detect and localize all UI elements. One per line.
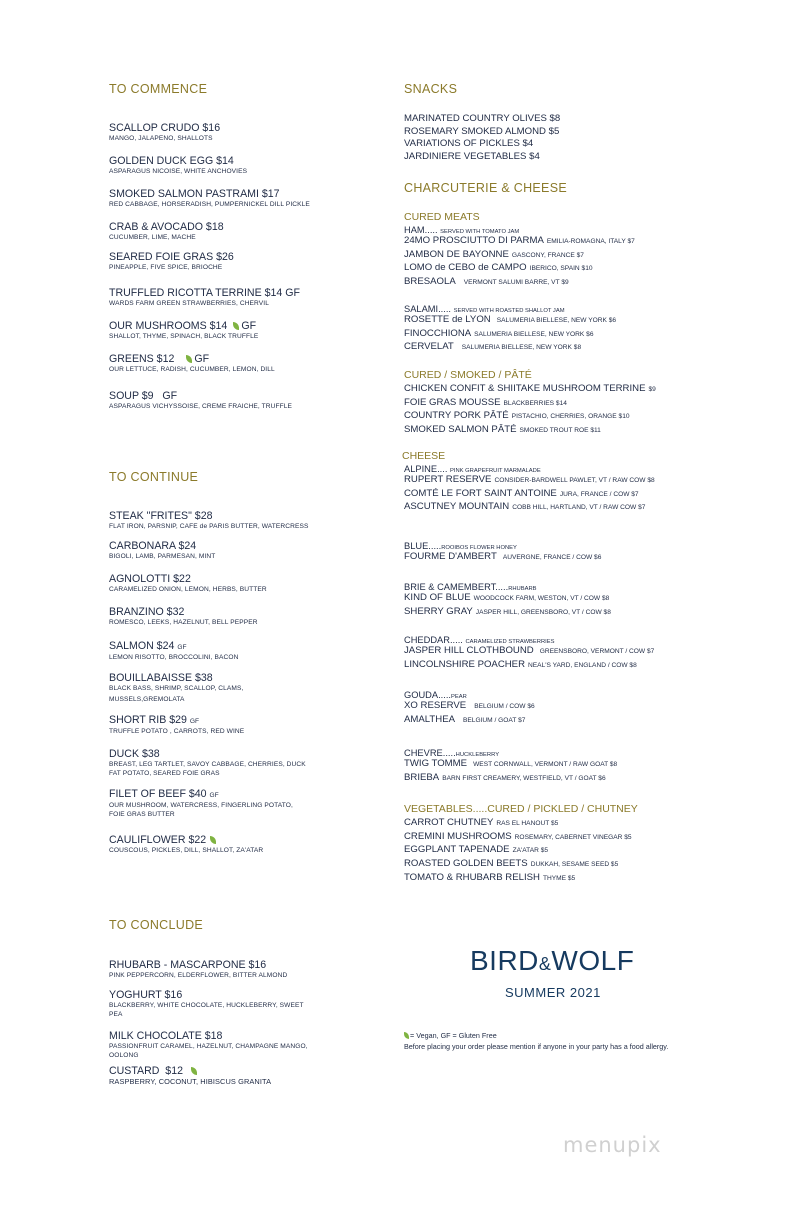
menu-item	[109, 989, 304, 1019]
group-head: BLUE.....	[404, 541, 442, 551]
item-name: CARBONARA $24	[109, 540, 197, 552]
item-name: STEAK "FRITES" $28	[109, 510, 213, 522]
item-desc: FOIE GRAS BUTTER	[109, 810, 175, 818]
item-desc: FLAT IRON, PARSNIP, CAFE de PARIS BUTTER, WATERCRESS	[109, 523, 309, 530]
menu-item	[109, 540, 215, 562]
item-tag: GF	[189, 718, 200, 725]
item-name: SMOKED SALMON PASTRAMI $17	[109, 188, 280, 200]
item-name: BOUILLABAISSE $38	[109, 672, 213, 684]
item-desc: RED CABBAGE, HORSERADISH, PUMPERNICKEL DILL PICKLE	[109, 201, 310, 208]
logo-wolf: WOLF	[551, 945, 635, 976]
item-name: ROSETTE de LYON	[404, 314, 491, 325]
item-name: AGNOLOTTI $22	[109, 573, 191, 585]
group-note: ROOIBOS FLOWER HONEY	[441, 545, 517, 551]
item-desc: OUR MUSHROOM, WATERCRESS, FINGERLING POTATO,	[109, 802, 293, 809]
item-name: BRANZINO $32	[109, 606, 185, 618]
list-item: JARDINIERE VEGETABLES $4	[404, 151, 540, 163]
item-name: EGGPLANT TAPENADE	[404, 844, 510, 856]
item-desc: CUCUMBER, LIME, MACHE	[109, 234, 196, 241]
group-head: CHEVRE.....	[404, 748, 456, 758]
item-name: ASCUTNEY MOUNTAIN	[404, 501, 510, 513]
group-head: GOUDA.....	[404, 690, 452, 700]
subsection-title-cured-meats: CURED MEATS	[404, 211, 480, 223]
item-name: CREMINI MUSHROOMS	[404, 830, 512, 842]
chevre-group	[404, 748, 617, 785]
item-name: BRIEBA	[404, 771, 440, 783]
item-detail: BLACKBERRIES $14	[503, 399, 567, 407]
item-detail: BELGIUM / COW $6	[474, 703, 535, 710]
group-head: CHEDDAR.....	[404, 635, 463, 645]
item-detail: BELGIUM / GOAT $7	[463, 716, 526, 724]
item-detail: JASPER HILL, GREENSBORO, VT / COW $8	[475, 608, 611, 616]
item-name: CHICKEN CONFIT & SHIITAKE MUSHROOM TERRINE	[404, 383, 646, 394]
item-detail: COBB HILL, HARTLAND, VT / RAW COW $7	[512, 504, 646, 512]
item-desc: FAT POTATO, SEARED FOIE GRAS	[109, 769, 220, 777]
item-name: COMTÉ LE FORT SAINT ANTOINE	[404, 487, 557, 499]
menu-item	[109, 748, 306, 778]
gouda-group	[404, 690, 535, 727]
item-detail: THYME $5	[542, 874, 576, 882]
brand-logo	[470, 945, 634, 977]
item-name: SEARED FOIE GRAS $26	[109, 251, 234, 263]
group-note: RHUBARB	[508, 586, 537, 592]
item-desc: BIGOLI, LAMB, PARMESAN, MINT	[109, 553, 216, 560]
allergy-note: Before placing your order please mention if anyone in your party has a food allergy.	[404, 1041, 669, 1051]
ham-group	[404, 225, 635, 290]
menu-item	[109, 573, 267, 595]
item-name: AMALTHEA	[404, 713, 455, 725]
menu-item	[109, 122, 220, 144]
menu-item	[109, 640, 238, 663]
menu-item	[109, 606, 258, 628]
menu-item	[109, 714, 244, 737]
subsection-title-vegetables: VEGETABLES.....CURED / PICKLED / CHUTNEY	[404, 803, 638, 815]
item-detail: PISTACHIO, CHERRIES, ORANGE $10	[511, 413, 630, 421]
item-desc: ASPARAGUS NICOISE, WHITE ANCHOVIES	[109, 168, 248, 175]
group-head: SALAMI.....	[404, 304, 452, 314]
item-detail: SALUMERIA BIELLESE, NEW YORK $6	[474, 330, 594, 338]
item-name: XO RESERVE	[404, 700, 467, 711]
snacks-list	[404, 113, 560, 164]
item-desc: PINEAPPLE, FIVE SPICE, BRIOCHE	[109, 264, 223, 271]
section-title-snacks: SNACKS	[404, 82, 458, 96]
item-detail: ZA'ATAR $5	[512, 847, 549, 855]
item-name: SALMON $24	[109, 640, 175, 652]
brie-group	[404, 582, 611, 619]
list-item: VARIATIONS OF PICKLES $4	[404, 138, 534, 150]
item-desc: SHALLOT, THYME, SPINACH, BLACK TRUFFLE	[109, 333, 259, 340]
item-name: ROASTED GOLDEN BEETS	[404, 858, 528, 870]
item-name: TWIG TOMME	[404, 758, 468, 769]
season-label: SUMMER 2021	[505, 985, 601, 1000]
item-tag: GF	[194, 353, 210, 365]
item-desc: MUSSELS,GREMOLATA	[109, 695, 185, 703]
item-detail: SMOKED TROUT ROE $11	[519, 427, 601, 435]
item-desc: MANGO, JALAPENO, SHALLOTS	[109, 135, 213, 142]
item-name: MILK CHOCOLATE $18	[109, 1030, 223, 1042]
menu-item	[109, 1065, 271, 1087]
group-note: SERVED WITH ROASTED SHALLOT JAM	[453, 308, 565, 314]
alpine-group	[404, 464, 655, 515]
logo-bird: BIRD	[470, 945, 539, 976]
list-item: MARINATED COUNTRY OLIVES $8	[404, 113, 561, 124]
menu-item	[109, 834, 263, 856]
item-desc: RASPBERRY, COCONUT, HIBISCUS GRANITA	[109, 1077, 272, 1086]
item-desc: OOLONG	[109, 1051, 139, 1059]
vegan-leaf-icon	[191, 1067, 197, 1075]
item-name: FINOCCHIONA	[404, 327, 472, 339]
item-name: BRESAOLA	[404, 276, 456, 288]
menu-item	[109, 221, 224, 243]
item-name: FOURME D'AMBERT	[404, 551, 497, 562]
blue-group	[404, 541, 601, 565]
item-name: SHORT RIB $29	[109, 714, 187, 726]
item-name: 24MO PROSCIUTTO DI PARMA	[404, 235, 544, 246]
vegan-leaf-icon	[233, 322, 239, 330]
item-name: RHUBARB - MASCARPONE $16	[109, 959, 267, 971]
subsection-title-cheese: CHEESE	[402, 450, 446, 462]
item-desc: PINK PEPPERCORN, ELDERFLOWER, BITTER ALMOND	[109, 972, 288, 979]
menu-item	[109, 672, 243, 704]
item-desc: COUSCOUS, PICKLES, DILL, SHALLOT, ZA'ATAR	[109, 847, 264, 854]
item-name: KIND OF BLUE	[404, 592, 471, 603]
item-detail: JURA, FRANCE / COW $7	[559, 490, 639, 498]
item-detail: NEAL'S YARD, ENGLAND / COW $8	[528, 661, 637, 669]
menu-item	[109, 188, 310, 210]
section-title-conclude: TO CONCLUDE	[109, 918, 204, 932]
vegetables-list	[404, 817, 632, 886]
item-name: JAMBON DE BAYONNE	[404, 248, 509, 260]
item-desc: ROMESCO, LEEKS, HAZELNUT, BELL PEPPER	[109, 619, 258, 626]
item-detail: ROSEMARY, CABERNET VINEGAR $5	[514, 833, 632, 841]
group-note: PEAR	[451, 694, 467, 700]
watermark: menupix	[563, 1133, 662, 1157]
item-name: CARROT CHUTNEY	[404, 817, 494, 828]
group-note: HUCKLEBERRY	[455, 752, 500, 758]
section-title-commence: TO COMMENCE	[109, 82, 208, 96]
item-desc: OUR LETTUCE, RADISH, CUCUMBER, LEMON, DILL	[109, 366, 275, 373]
section-title-continue: TO CONTINUE	[109, 470, 199, 484]
item-name: RUPERT RESERVE	[404, 474, 492, 485]
item-tag: GF	[209, 792, 219, 799]
item-name: CUSTARD $12	[109, 1065, 183, 1077]
menu-item	[109, 155, 247, 177]
item-detail: RAS EL HANOUT $5	[496, 820, 559, 827]
menu-item	[109, 353, 275, 375]
legend-key: = Vegan, GF = Gluten Free	[410, 1031, 497, 1040]
item-name: FILET OF BEEF $40	[109, 788, 207, 800]
item-detail: VERMONT SALUMI BARRE, VT $9	[463, 279, 569, 287]
item-detail: WEST CORNWALL, VERMONT / RAW GOAT $8	[473, 761, 618, 768]
item-detail: AUVERGNE, FRANCE / COW $6	[502, 554, 602, 561]
item-name: GREENS $12	[109, 353, 175, 365]
item-name: CAULIFLOWER $22	[109, 834, 207, 846]
group-head: HAM.....	[404, 225, 438, 235]
item-name: GOLDEN DUCK EGG $14	[109, 155, 234, 167]
item-tag: GF	[241, 320, 257, 332]
item-tag: GF	[177, 644, 187, 651]
item-desc: LEMON RISOTTO, BROCCOLINI, BACON	[109, 654, 239, 661]
menu-item	[109, 287, 300, 309]
vegan-leaf-icon	[404, 1032, 409, 1039]
item-name: TOMATO & RHUBARB RELISH	[404, 871, 540, 883]
item-detail: EMILIA-ROMAGNA, ITALY $7	[546, 238, 635, 245]
item-name: FOIE GRAS MOUSSE	[404, 396, 501, 408]
vegan-leaf-icon	[210, 836, 216, 844]
item-desc: WARDS FARM GREEN STRAWBERRIES, CHERVIL	[109, 300, 269, 307]
item-detail: $9	[648, 386, 656, 393]
item-name: LINCOLNSHIRE POACHER	[404, 658, 526, 670]
item-name: JASPER HILL CLOTHBOUND	[404, 645, 534, 656]
vegan-leaf-icon	[186, 355, 192, 363]
logo-amp: &	[538, 954, 552, 974]
item-desc: BLACK BASS, SHRIMP, SCALLOP, CLAMS,	[109, 685, 244, 692]
item-desc: PASSIONFRUIT CARAMEL, HAZELNUT, CHAMPAGNE MANGO,	[109, 1043, 308, 1050]
item-name: CRAB & AVOCADO $18	[109, 221, 224, 233]
item-desc: CARAMELIZED ONION, LEMON, HERBS, BUTTER	[109, 586, 267, 593]
item-detail: CONSIDER-BARDWELL PAWLET, VT / RAW COW $8	[494, 477, 655, 484]
item-name: SHERRY GRAY	[404, 605, 473, 617]
item-name: OUR MUSHROOMS $14	[109, 320, 228, 332]
item-detail: WOODCOCK FARM, WESTON, VT / COW $8	[473, 595, 610, 602]
legend	[404, 1031, 668, 1052]
group-note: PINK GRAPEFRUIT MARMALADE	[450, 468, 541, 474]
group-note: SERVED WITH TOMATO JAM	[440, 229, 520, 235]
item-detail: SALUMERIA BIELLESE, NEW YORK $6	[496, 317, 617, 324]
menu-item	[109, 320, 258, 342]
group-note: CARAMELIZED STRAWBERRIES	[465, 639, 555, 645]
cheddar-group	[404, 635, 654, 672]
item-name: TRUFFLED RICOTTA TERRINE $14 GF	[109, 287, 300, 299]
menu-item	[109, 959, 287, 981]
menu-item	[109, 1030, 308, 1060]
cured-smoked-list	[404, 383, 656, 438]
menu-item	[109, 251, 234, 273]
item-detail: BARN FIRST CREAMERY, WESTFIELD, VT / GOAT $6	[442, 774, 606, 782]
item-desc: ASPARAGUS VICHYSSOISE, CREME FRAICHE, TRUFFLE	[109, 403, 293, 410]
item-name: SCALLOP CRUDO $16	[109, 122, 221, 134]
item-detail: DUKKAH, SESAME SEED $5	[530, 861, 619, 869]
item-desc: BLACKBERRY, WHITE CHOCOLATE, HUCKLEBERRY, SWEET	[109, 1002, 304, 1009]
item-name: CERVELAT	[404, 341, 454, 353]
item-name: YOGHURT $16	[109, 989, 183, 1001]
menu-item	[109, 390, 292, 412]
subsection-title-cured-smoked: CURED / SMOKED / PÂTÉ	[404, 369, 532, 381]
item-desc: BREAST, LEG TARTLET, SAVOY CABBAGE, CHERRIES, DUCK	[109, 761, 306, 768]
item-name: COUNTRY PORK PÂTÉ	[404, 410, 509, 422]
item-detail: GREENSBORO, VERMONT / COW $7	[539, 648, 655, 655]
menu-item	[109, 510, 309, 532]
section-title-charcuterie: CHARCUTERIE & CHEESE	[404, 181, 567, 195]
menu-item	[109, 788, 293, 819]
item-name: DUCK $38	[109, 748, 160, 760]
item-detail: SALUMERIA BIELLESE, NEW YORK $8	[461, 344, 582, 352]
list-item: ROSEMARY SMOKED ALMOND $5	[404, 125, 560, 137]
group-head: BRIE & CAMEMBERT.....	[404, 582, 509, 592]
salami-group	[404, 304, 616, 355]
item-desc: PEA	[109, 1010, 123, 1018]
item-name: SMOKED SALMON PÂTÉ	[404, 424, 517, 436]
group-head: ALPINE....	[404, 464, 448, 474]
item-detail: GASCONY, FRANCE $7	[511, 251, 584, 259]
item-name: SOUP $9 GF	[109, 390, 178, 402]
item-detail: IBERICO, SPAIN $10	[529, 265, 593, 273]
item-name: LOMO de CEBO de CAMPO	[404, 262, 527, 274]
item-desc: TRUFFLE POTATO , CARROTS, RED WINE	[109, 728, 245, 735]
